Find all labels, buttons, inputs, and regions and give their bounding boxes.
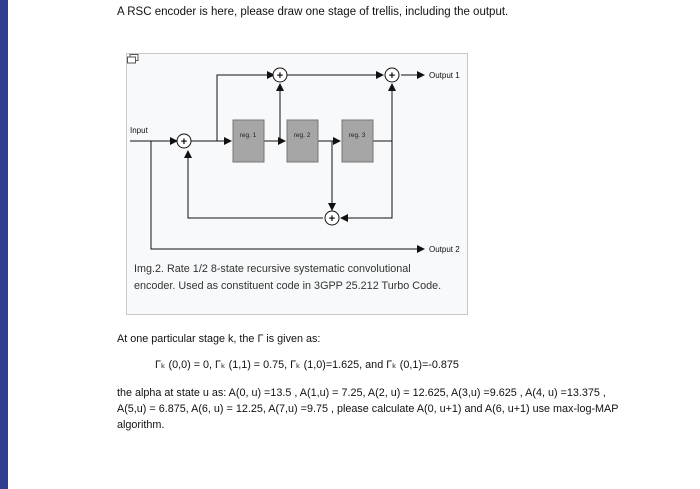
reg3-to-xor3-line <box>372 84 392 141</box>
plus-sign-1: + <box>180 136 188 148</box>
gamma-values: Γₖ (0,0) = 0, Γₖ (1,1) = 0.75, Γₖ (1,0)=1.625, and Γₖ (0,1)=-0.875 <box>155 359 459 371</box>
alpha-question: the alpha at state u as: A(0, u) =13.5 , A(1,u) = 7.25, A(2, u) = 12.625, A(3,u) =9.625 , A(4, u) =13.375 , A(5,u) = 6.875, A(6, u) = 12.25, A(7,u) =9.75 , please calculate A(0, u+1) and A(6, u+1) use max-log-MAP algorithm. <box>117 387 619 431</box>
register-2 <box>287 120 318 162</box>
plus-sign-2: + <box>276 70 284 82</box>
question-title: A RSC encoder is here, please draw one stage of trellis, including the output. <box>117 6 509 18</box>
output1-label: Output 1 <box>429 71 460 80</box>
plus-sign-4: + <box>328 213 336 225</box>
reg1-label: reg. 1 <box>239 132 257 139</box>
register-1 <box>233 120 264 162</box>
reg3-label: reg. 3 <box>348 132 366 139</box>
figure-caption: Img.2. Rate 1/2 8-state recursive systematic convolutional encoder. Used as constituent code in 3GPP 25.212 Turbo Code. <box>134 263 442 292</box>
register-3 <box>342 120 373 162</box>
expand-icon[interactable] <box>127 54 139 64</box>
output2-label: Output 2 <box>429 245 460 254</box>
plus-sign-3: + <box>388 70 396 82</box>
gamma-intro: At one particular stage k, the Γ is given as: <box>117 333 321 345</box>
left-accent-bar <box>0 0 8 489</box>
input-label: Input <box>130 126 148 135</box>
encoder-figure <box>126 53 468 315</box>
reg2-label: reg. 2 <box>293 132 311 139</box>
